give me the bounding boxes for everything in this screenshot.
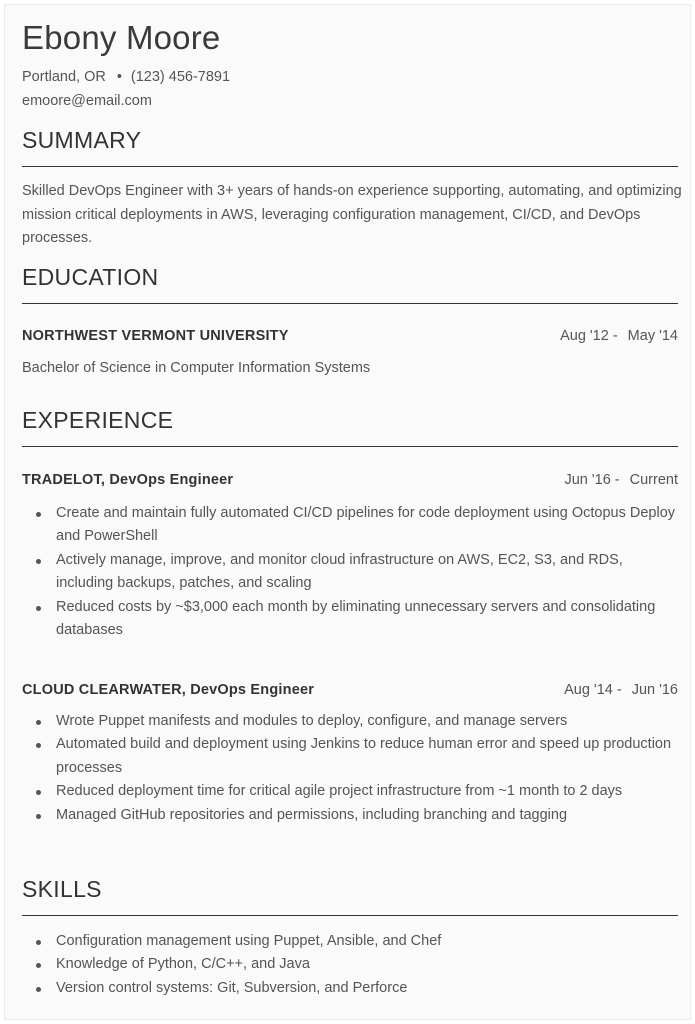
list-item: Reduced costs by ~$3,000 each month by eliminating unnecessary servers and consolidating databases [22, 596, 682, 643]
experience-title: EXPERIENCE [22, 407, 174, 433]
job-title: TRADELOT, DevOps Engineer [22, 472, 234, 488]
school-name: NORTHWEST VERMONT UNIVERSITY [22, 328, 289, 344]
summary-text: Skilled DevOps Engineer with 3+ years of hands-on experience supporting, automating, and optimizing mission critical deployments in AWS, leveraging configuration management, CI/CD, and DevOps processes. [22, 183, 682, 246]
separator-dot: • [116, 69, 122, 85]
list-item: Create and maintain fully automated CI/CD pipelines for code deployment using Octopus Deploy and PowerShell [22, 502, 682, 549]
email: emoore@email.com [22, 93, 152, 109]
job-bullets-tradelot [22, 502, 682, 642]
location: Portland, OR [22, 69, 106, 85]
list-item: Configuration management using Puppet, Ansible, and Chef [22, 930, 682, 953]
candidate-name: Ebony Moore [22, 19, 221, 56]
list-item: Wrote Puppet manifests and modules to deploy, configure, and manage servers [22, 710, 682, 733]
education-divider [22, 303, 678, 304]
skills-list [22, 930, 682, 1000]
bullet-icon [36, 606, 41, 611]
resume-page [4, 4, 691, 1020]
bullet-icon [36, 720, 41, 725]
list-item: Version control systems: Git, Subversion, and Perforce [22, 977, 682, 1000]
degree: Bachelor of Science in Computer Information Systems [22, 360, 371, 376]
job-dates: Aug '14 - Jun '16 [564, 682, 678, 698]
list-item: Managed GitHub repositories and permissions, including branching and tagging [22, 804, 682, 827]
list-item: Reduced deployment time for critical agile project infrastructure from ~1 month to 2 days [22, 780, 682, 803]
summary-title: SUMMARY [22, 127, 142, 153]
bullet-icon [36, 790, 41, 795]
bullet-icon [36, 512, 41, 517]
education-entry-header [22, 328, 678, 344]
experience-divider [22, 446, 678, 447]
list-item: Knowledge of Python, C/C++, and Java [22, 953, 682, 976]
job-header-cloud-clearwater [22, 682, 678, 698]
job-header-tradelot [22, 472, 678, 488]
bullet-icon [36, 743, 41, 748]
skills-divider [22, 915, 678, 916]
bullet-icon [36, 987, 41, 992]
job-bullets-cloud-clearwater [22, 710, 682, 827]
bullet-icon [36, 814, 41, 819]
skills-title: SKILLS [22, 876, 102, 902]
education-title: EDUCATION [22, 264, 159, 290]
education-dates: Aug '12 - May '14 [560, 328, 678, 344]
job-dates: Jun '16 - Current [564, 472, 678, 488]
bullet-icon [36, 963, 41, 968]
bullet-icon [36, 559, 41, 564]
job-title: CLOUD CLEARWATER, DevOps Engineer [22, 682, 315, 698]
phone: (123) 456-7891 [130, 69, 231, 85]
summary-divider [22, 166, 678, 167]
bullet-icon [36, 940, 41, 945]
list-item: Actively manage, improve, and monitor cloud infrastructure on AWS, EC2, S3, and RDS, including backups, patches, and scaling [22, 549, 682, 596]
list-item: Automated build and deployment using Jenkins to reduce human error and speed up production processes [22, 733, 682, 780]
contact-line [22, 69, 230, 85]
